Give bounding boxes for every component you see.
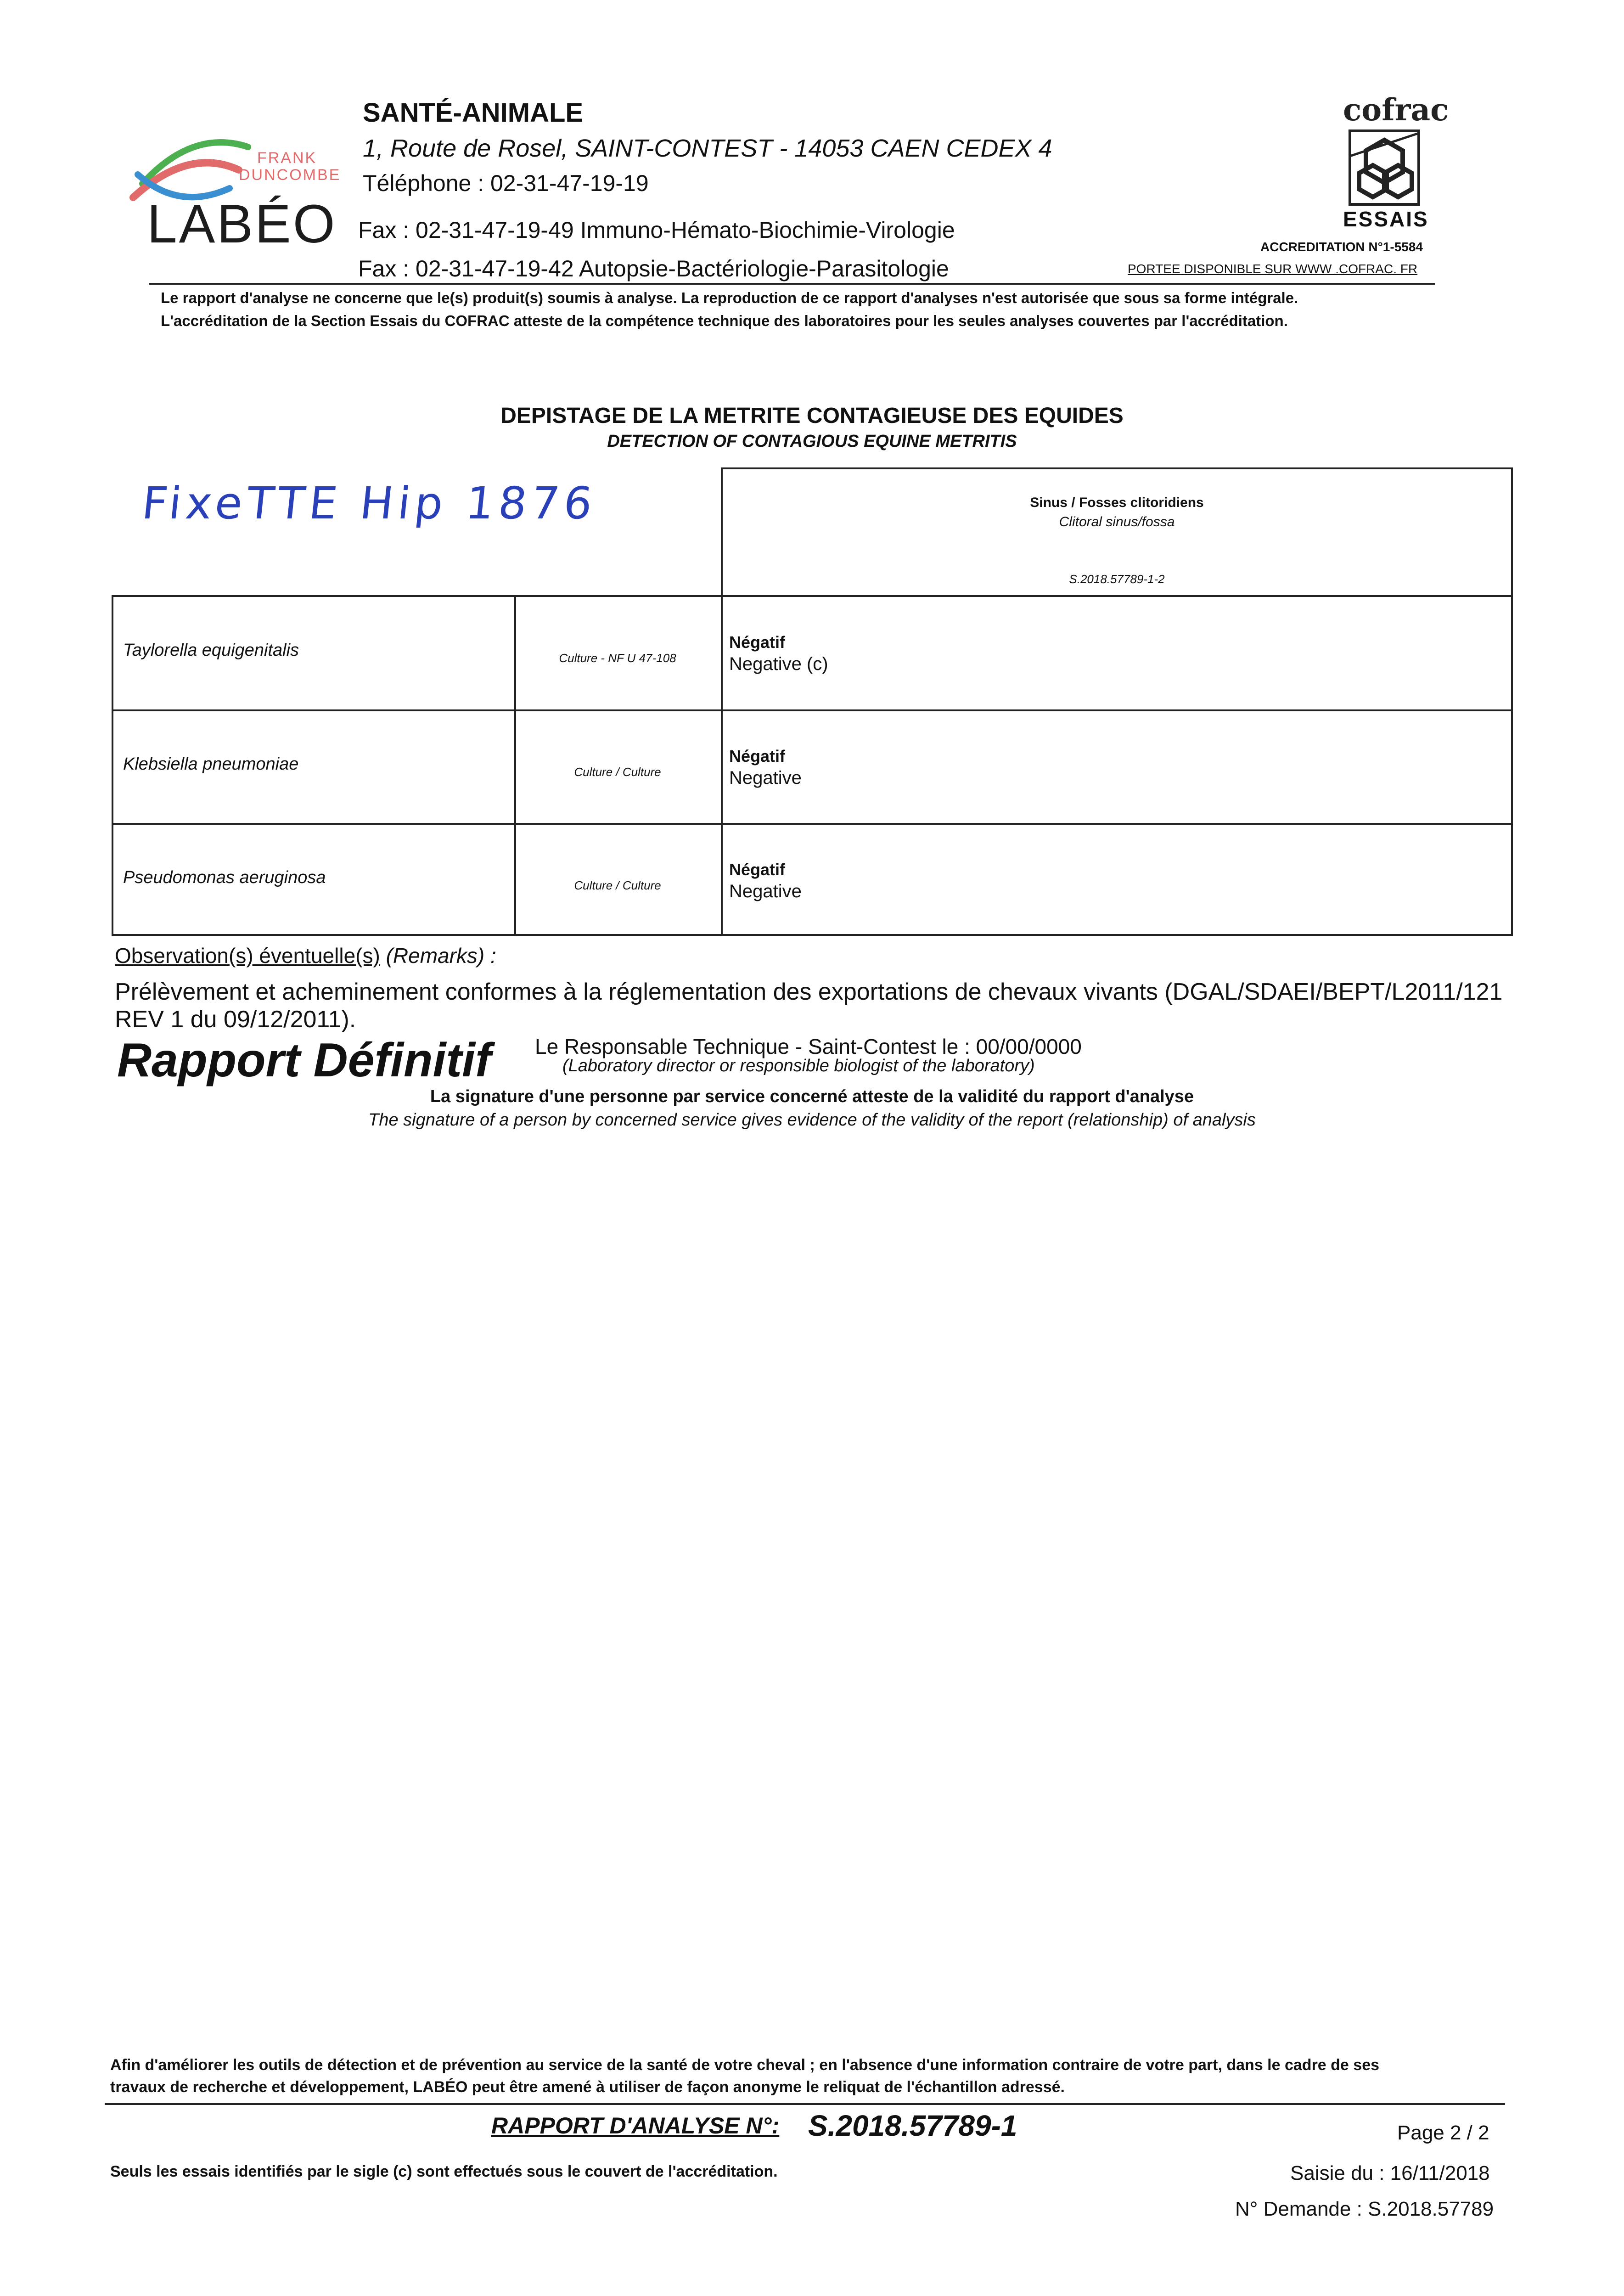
- signature-statement-en: The signature of a person by concerned service gives evidence of the validity of the report (relationship) of analysis: [368, 1110, 1256, 1130]
- handwritten-horse-name: FixeTTE Hip 1876: [140, 478, 600, 529]
- result-fr: Négatif: [729, 860, 786, 879]
- report-title-fr: DEPISTAGE DE LA METRITE CONTAGIEUSE DES EQUIDES: [500, 404, 1124, 428]
- remarks-label: [115, 943, 496, 968]
- sample-id: S.2018.57789-1-2: [1069, 572, 1165, 586]
- organism-name: Taylorella equigenitalis: [123, 641, 299, 660]
- sample-use-note-line-2: travaux de recherche et développement, LABÉO peut être amené à utiliser de façon anonyme le reliquat de l'échantillon adressé.: [110, 2078, 1065, 2096]
- signature-statement-fr: La signature d'une personne par service concerné atteste de la validité du rapport d'analyse: [430, 1087, 1194, 1106]
- result-en: Negative (c): [729, 654, 828, 674]
- remarks-label-fr: Observation(s) éventuelle(s): [115, 944, 380, 968]
- organization-phone: Téléphone : 02-31-47-19-19: [363, 170, 649, 196]
- report-title-en: DETECTION OF CONTAGIOUS EQUINE METRITIS: [607, 432, 1017, 451]
- result-fr: Négatif: [729, 747, 786, 765]
- disclaimer-line-2: L'accréditation de la Section Essais du COFRAC atteste de la compétence technique des laboratoires pour les seules analyses couvertes par l'accréditation.: [161, 312, 1288, 329]
- logo-brand-text: LABÉO: [147, 194, 337, 254]
- report-number: S.2018.57789-1: [808, 2109, 1017, 2142]
- report-number-label: RAPPORT D'ANALYSE N°:: [491, 2113, 780, 2138]
- header-divider: [149, 283, 1435, 285]
- disclaimer-line-1: Le rapport d'analyse ne concerne que le(s) produit(s) soumis à analyse. La reproduction de ce rapport d'analyses n'est autorisée que sous sa forme intégrale.: [161, 289, 1298, 306]
- table-header-en: Clitoral sinus/fossa: [1059, 514, 1175, 529]
- result-en: Negative: [729, 768, 802, 788]
- result-en: Negative: [729, 881, 802, 901]
- fax-line-2: Fax : 02-31-47-19-42 Autopsie-Bactériologie-Parasitologie: [358, 256, 949, 281]
- row-divider: [112, 709, 1513, 711]
- analysis-method: Culture / Culture: [574, 878, 661, 892]
- cofrac-scope-link[interactable]: PORTEE DISPONIBLE SUR WWW .COFRAC. FR: [1128, 262, 1418, 276]
- report-status: Rapport Définitif: [117, 1034, 491, 1087]
- row-divider: [112, 823, 1513, 825]
- cofrac-wordmark: cofrac: [1343, 92, 1449, 128]
- organization-address: 1, Route de Rosel, SAINT-CONTEST - 14053 CAEN CEDEX 4: [363, 135, 1052, 162]
- page-indicator: Page 2 / 2: [1397, 2122, 1489, 2144]
- organism-name: Klebsiella pneumoniae: [123, 754, 299, 774]
- remarks-text-line-1: Prélèvement et acheminement conformes à la réglementation des exportations de chevaux vivants (DGAL/SDAEI/BEPT/L2011/121: [115, 979, 1503, 1005]
- request-number: N° Demande : S.2018.57789: [1235, 2198, 1494, 2220]
- organism-name: Pseudomonas aeruginosa: [123, 868, 326, 887]
- column-divider: [721, 595, 723, 936]
- footer-divider: [105, 2103, 1505, 2105]
- accreditation-number: ACCREDITATION N°1-5584: [1260, 240, 1423, 254]
- responsible-technician-en: (Laboratory director or responsible biologist of the laboratory): [562, 1056, 1035, 1075]
- remarks-text-line-2: REV 1 du 09/12/2011).: [115, 1006, 356, 1033]
- analysis-method: Culture - NF U 47-108: [559, 651, 676, 665]
- accreditation-footnote: Seuls les essais identifiés par le sigle (c) sont effectués sous le couvert de l'accréditation.: [110, 2163, 778, 2180]
- fax-line-1: Fax : 02-31-47-19-49 Immuno-Hémato-Biochimie-Virologie: [358, 217, 955, 243]
- responsible-technician: Le Responsable Technique - Saint-Contest le : 00/00/0000: [535, 1035, 1082, 1058]
- entry-date: Saisie du : 16/11/2018: [1290, 2162, 1490, 2184]
- table-header-fr: Sinus / Fosses clitoridiens: [1030, 495, 1204, 510]
- cofrac-hexagon-icon: [1345, 129, 1423, 207]
- logo-subtitle-duncombe: DUNCOMBE: [239, 166, 341, 184]
- sample-use-note-line-1: Afin d'améliorer les outils de détection et de prévention au service de la santé de votre cheval ; en l'absence d'une information contraire de votre part, dans le cadre de ses: [110, 2056, 1380, 2074]
- result-fr: Négatif: [729, 633, 786, 652]
- cofrac-essais-label: ESSAIS: [1343, 207, 1429, 231]
- organization-name: SANTÉ-ANIMALE: [363, 98, 584, 128]
- analysis-method: Culture / Culture: [574, 765, 661, 779]
- remarks-label-en: (Remarks) :: [386, 944, 496, 968]
- logo-subtitle-frank: FRANK: [257, 149, 317, 167]
